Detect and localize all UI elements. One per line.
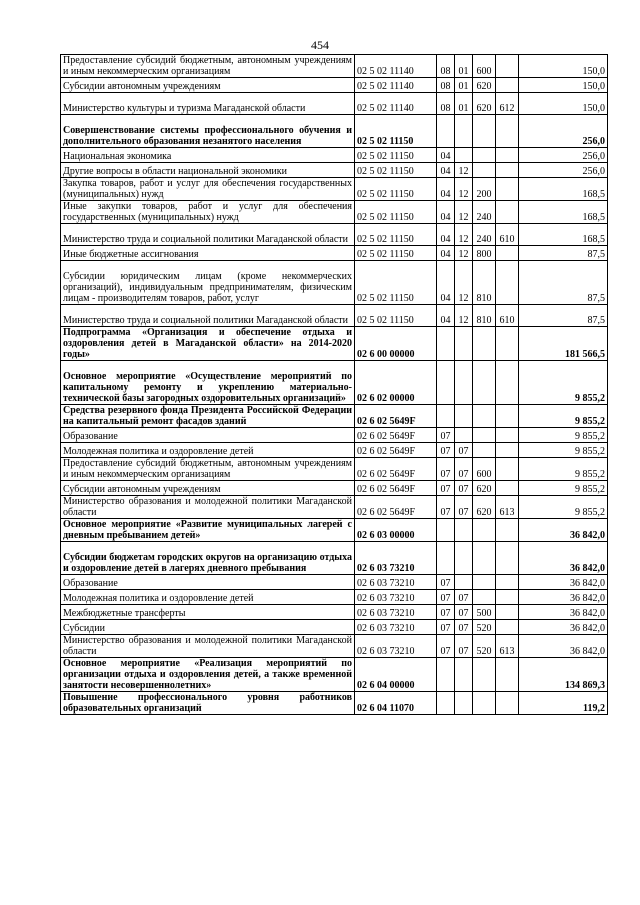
row-amount: 168,5 xyxy=(519,224,608,246)
row-admin-code xyxy=(496,55,519,78)
row-admin-code: 612 xyxy=(496,93,519,115)
row-amount: 9 855,2 xyxy=(519,443,608,458)
row-section xyxy=(437,115,455,148)
row-target-code: 02 5 02 11150 xyxy=(355,201,437,224)
row-admin-code xyxy=(496,590,519,605)
table-row xyxy=(61,327,608,361)
row-section: 07 xyxy=(437,575,455,590)
row-name: Образование xyxy=(61,428,355,443)
row-admin-code xyxy=(496,201,519,224)
row-section: 07 xyxy=(437,635,455,658)
table-row xyxy=(61,246,608,261)
row-name: Министерство труда и социальной политики Магаданской области xyxy=(61,305,355,327)
row-name: Межбюджетные трансферты xyxy=(61,605,355,620)
page-number: 454 xyxy=(311,38,329,52)
row-target-code: 02 5 02 11150 xyxy=(355,163,437,178)
row-target-code: 02 6 02 5649F xyxy=(355,496,437,519)
row-target-code: 02 6 00 00000 xyxy=(355,327,437,361)
row-amount: 9 855,2 xyxy=(519,458,608,481)
table-row xyxy=(61,605,608,620)
row-section: 07 xyxy=(437,458,455,481)
table-row xyxy=(61,481,608,496)
row-admin-code xyxy=(496,163,519,178)
row-subsection: 12 xyxy=(455,163,473,178)
row-admin-code xyxy=(496,178,519,201)
row-amount: 36 842,0 xyxy=(519,635,608,658)
row-expense-type: 810 xyxy=(473,305,496,327)
row-subsection: 07 xyxy=(455,443,473,458)
row-target-code: 02 6 04 00000 xyxy=(355,658,437,692)
table-row xyxy=(61,115,608,148)
row-target-code: 02 6 02 00000 xyxy=(355,361,437,405)
row-subsection: 07 xyxy=(455,605,473,620)
row-expense-type: 620 xyxy=(473,78,496,93)
row-amount: 134 869,3 xyxy=(519,658,608,692)
row-target-code: 02 6 03 73210 xyxy=(355,605,437,620)
row-amount: 181 566,5 xyxy=(519,327,608,361)
row-amount: 9 855,2 xyxy=(519,428,608,443)
row-target-code: 02 5 02 11140 xyxy=(355,93,437,115)
row-target-code: 02 6 03 73210 xyxy=(355,542,437,575)
row-subsection: 12 xyxy=(455,261,473,305)
row-expense-type: 620 xyxy=(473,93,496,115)
row-expense-type xyxy=(473,405,496,428)
row-target-code: 02 5 02 11150 xyxy=(355,148,437,163)
row-target-code: 02 5 02 11150 xyxy=(355,246,437,261)
row-admin-code xyxy=(496,148,519,163)
row-admin-code xyxy=(496,620,519,635)
row-subsection: 07 xyxy=(455,590,473,605)
row-expense-type: 810 xyxy=(473,261,496,305)
table-row xyxy=(61,428,608,443)
row-section: 07 xyxy=(437,481,455,496)
row-subsection xyxy=(455,575,473,590)
row-target-code: 02 5 02 11150 xyxy=(355,224,437,246)
row-admin-code: 613 xyxy=(496,496,519,519)
row-name: Министерство образования и молодежной политики Магаданской области xyxy=(61,635,355,658)
row-expense-type: 620 xyxy=(473,481,496,496)
row-amount: 150,0 xyxy=(519,93,608,115)
row-expense-type xyxy=(473,428,496,443)
row-section xyxy=(437,361,455,405)
row-expense-type: 520 xyxy=(473,620,496,635)
row-name: Иные закупки товаров, работ и услуг для обеспечения государственных (муниципальных) нужд xyxy=(61,201,355,224)
row-name: Молодежная политика и оздоровление детей xyxy=(61,443,355,458)
row-expense-type xyxy=(473,519,496,542)
row-expense-type: 800 xyxy=(473,246,496,261)
table-row xyxy=(61,575,608,590)
table-row xyxy=(61,55,608,78)
row-section: 07 xyxy=(437,496,455,519)
row-subsection: 07 xyxy=(455,458,473,481)
table-row xyxy=(61,224,608,246)
row-subsection: 01 xyxy=(455,78,473,93)
row-admin-code xyxy=(496,405,519,428)
row-section: 07 xyxy=(437,428,455,443)
row-subsection xyxy=(455,658,473,692)
row-name: Субсидии xyxy=(61,620,355,635)
table-row xyxy=(61,201,608,224)
row-expense-type: 600 xyxy=(473,55,496,78)
row-amount: 36 842,0 xyxy=(519,620,608,635)
row-subsection: 07 xyxy=(455,620,473,635)
table-row xyxy=(61,261,608,305)
row-expense-type xyxy=(473,361,496,405)
row-target-code: 02 6 03 73210 xyxy=(355,635,437,658)
row-amount: 168,5 xyxy=(519,178,608,201)
row-expense-type xyxy=(473,658,496,692)
row-admin-code xyxy=(496,327,519,361)
row-section: 04 xyxy=(437,148,455,163)
row-target-code: 02 6 02 5649F xyxy=(355,428,437,443)
row-subsection: 12 xyxy=(455,178,473,201)
table-row xyxy=(61,542,608,575)
row-section xyxy=(437,542,455,575)
row-name: Подпрограмма «Организация и обеспечение отдыха и оздоровления детей в Магаданской области» на 2014-2020 годы» xyxy=(61,327,355,361)
row-name: Основное мероприятие «Осуществление мероприятий по капитальному ремонту и укреплению материально-технической базы загородных оздоровительных организаций» xyxy=(61,361,355,405)
row-section xyxy=(437,658,455,692)
row-section: 04 xyxy=(437,163,455,178)
row-expense-type xyxy=(473,148,496,163)
row-expense-type xyxy=(473,443,496,458)
row-name: Субсидии бюджетам городских округов на организацию отдыха и оздоровление детей в лагерях дневного пребывания xyxy=(61,542,355,575)
row-amount: 150,0 xyxy=(519,55,608,78)
row-admin-code xyxy=(496,261,519,305)
table-row xyxy=(61,519,608,542)
row-subsection xyxy=(455,327,473,361)
row-target-code: 02 6 03 73210 xyxy=(355,590,437,605)
table-row xyxy=(61,361,608,405)
row-target-code: 02 5 02 11150 xyxy=(355,178,437,201)
row-admin-code xyxy=(496,246,519,261)
row-admin-code xyxy=(496,443,519,458)
row-amount: 36 842,0 xyxy=(519,590,608,605)
row-name: Национальная экономика xyxy=(61,148,355,163)
row-subsection: 12 xyxy=(455,201,473,224)
row-admin-code xyxy=(496,575,519,590)
row-name: Средства резервного фонда Президента Российской Федерации на капитальный ремонт фасадов зданий xyxy=(61,405,355,428)
row-subsection xyxy=(455,148,473,163)
row-amount: 119,2 xyxy=(519,692,608,715)
row-target-code: 02 6 03 73210 xyxy=(355,575,437,590)
row-section: 07 xyxy=(437,605,455,620)
row-target-code: 02 5 02 11140 xyxy=(355,78,437,93)
row-amount: 9 855,2 xyxy=(519,361,608,405)
row-name: Субсидии автономным учреждениям xyxy=(61,481,355,496)
row-subsection: 07 xyxy=(455,481,473,496)
row-target-code: 02 5 02 11140 xyxy=(355,55,437,78)
table-row xyxy=(61,163,608,178)
row-subsection xyxy=(455,519,473,542)
row-name: Закупка товаров, работ и услуг для обеспечения государственных (муниципальных) нужд xyxy=(61,178,355,201)
row-target-code: 02 6 02 5649F xyxy=(355,481,437,496)
row-subsection xyxy=(455,542,473,575)
row-target-code: 02 6 02 5649F xyxy=(355,443,437,458)
row-name: Субсидии автономным учреждениям xyxy=(61,78,355,93)
row-expense-type: 520 xyxy=(473,635,496,658)
row-target-code: 02 6 03 73210 xyxy=(355,620,437,635)
row-expense-type: 500 xyxy=(473,605,496,620)
table-row xyxy=(61,443,608,458)
row-admin-code xyxy=(496,458,519,481)
row-name: Совершенствование системы профессионального обучения и дополнительного образования незанятого населения xyxy=(61,115,355,148)
row-admin-code xyxy=(496,361,519,405)
row-section xyxy=(437,327,455,361)
row-subsection xyxy=(455,428,473,443)
row-amount: 168,5 xyxy=(519,201,608,224)
row-subsection: 01 xyxy=(455,93,473,115)
row-target-code: 02 5 02 11150 xyxy=(355,305,437,327)
row-amount: 87,5 xyxy=(519,305,608,327)
row-section: 07 xyxy=(437,620,455,635)
row-admin-code xyxy=(496,692,519,715)
row-admin-code xyxy=(496,115,519,148)
row-admin-code xyxy=(496,481,519,496)
row-target-code: 02 6 02 5649F xyxy=(355,458,437,481)
row-admin-code xyxy=(496,428,519,443)
row-expense-type xyxy=(473,163,496,178)
row-section: 07 xyxy=(437,590,455,605)
row-section: 04 xyxy=(437,201,455,224)
row-subsection: 12 xyxy=(455,246,473,261)
row-name: Субсидии юридическим лицам (кроме некоммерческих организаций), индивидуальным предпринимателям, физическим лицам - производителям товаров, работ, услуг xyxy=(61,261,355,305)
row-amount: 87,5 xyxy=(519,246,608,261)
row-expense-type xyxy=(473,327,496,361)
row-subsection: 07 xyxy=(455,635,473,658)
row-name: Министерство образования и молодежной политики Магаданской области xyxy=(61,496,355,519)
row-name: Министерство труда и социальной политики Магаданской области xyxy=(61,224,355,246)
row-section xyxy=(437,519,455,542)
row-expense-type: 240 xyxy=(473,224,496,246)
row-admin-code xyxy=(496,78,519,93)
row-name: Предоставление субсидий бюджетным, автономным учреждениям и иным некоммерческим организациям xyxy=(61,458,355,481)
row-amount: 36 842,0 xyxy=(519,519,608,542)
row-amount: 256,0 xyxy=(519,163,608,178)
table-row xyxy=(61,305,608,327)
row-subsection: 12 xyxy=(455,305,473,327)
table-row xyxy=(61,458,608,481)
row-subsection: 07 xyxy=(455,496,473,519)
row-section: 08 xyxy=(437,55,455,78)
row-subsection xyxy=(455,115,473,148)
row-amount: 9 855,2 xyxy=(519,405,608,428)
row-amount: 36 842,0 xyxy=(519,542,608,575)
table-row xyxy=(61,93,608,115)
row-amount: 150,0 xyxy=(519,78,608,93)
table-row xyxy=(61,590,608,605)
row-amount: 9 855,2 xyxy=(519,496,608,519)
row-expense-type: 240 xyxy=(473,201,496,224)
row-amount: 36 842,0 xyxy=(519,605,608,620)
row-section: 04 xyxy=(437,178,455,201)
row-name: Повышение профессионального уровня работников образовательных организаций xyxy=(61,692,355,715)
row-section: 04 xyxy=(437,246,455,261)
table-row xyxy=(61,658,608,692)
row-expense-type xyxy=(473,542,496,575)
row-admin-code xyxy=(496,519,519,542)
row-section: 04 xyxy=(437,305,455,327)
table-row xyxy=(61,178,608,201)
table-row xyxy=(61,620,608,635)
row-amount: 87,5 xyxy=(519,261,608,305)
row-name: Основное мероприятие «Реализация мероприятий по организации отдыха и оздоровления детей, а также временной занятости несовершеннолетних» xyxy=(61,658,355,692)
row-admin-code: 610 xyxy=(496,224,519,246)
row-amount: 256,0 xyxy=(519,148,608,163)
row-subsection xyxy=(455,405,473,428)
budget-table xyxy=(60,54,608,715)
row-expense-type xyxy=(473,115,496,148)
row-name: Иные бюджетные ассигнования xyxy=(61,246,355,261)
row-subsection: 12 xyxy=(455,224,473,246)
row-target-code: 02 6 04 11070 xyxy=(355,692,437,715)
row-subsection: 01 xyxy=(455,55,473,78)
row-expense-type xyxy=(473,575,496,590)
table-row xyxy=(61,635,608,658)
table-row xyxy=(61,692,608,715)
row-admin-code: 613 xyxy=(496,635,519,658)
row-target-code: 02 6 02 5649F xyxy=(355,405,437,428)
row-section: 04 xyxy=(437,224,455,246)
row-admin-code xyxy=(496,605,519,620)
row-name: Другие вопросы в области национальной экономики xyxy=(61,163,355,178)
row-expense-type: 200 xyxy=(473,178,496,201)
table-row xyxy=(61,78,608,93)
row-admin-code xyxy=(496,542,519,575)
row-admin-code: 610 xyxy=(496,305,519,327)
table-row xyxy=(61,148,608,163)
row-section: 07 xyxy=(437,443,455,458)
row-target-code: 02 6 03 00000 xyxy=(355,519,437,542)
row-amount: 36 842,0 xyxy=(519,575,608,590)
row-name: Молодежная политика и оздоровление детей xyxy=(61,590,355,605)
row-expense-type: 620 xyxy=(473,496,496,519)
row-admin-code xyxy=(496,658,519,692)
row-subsection xyxy=(455,361,473,405)
budget-table-body xyxy=(61,55,608,715)
row-expense-type xyxy=(473,692,496,715)
row-name: Основное мероприятие «Развитие муниципальных лагерей с дневным пребыванием детей» xyxy=(61,519,355,542)
row-name: Образование xyxy=(61,575,355,590)
row-expense-type xyxy=(473,590,496,605)
table-row xyxy=(61,405,608,428)
row-amount: 256,0 xyxy=(519,115,608,148)
row-target-code: 02 5 02 11150 xyxy=(355,261,437,305)
row-target-code: 02 5 02 11150 xyxy=(355,115,437,148)
row-section: 08 xyxy=(437,93,455,115)
row-section: 04 xyxy=(437,261,455,305)
row-section xyxy=(437,405,455,428)
row-name: Министерство культуры и туризма Магаданской области xyxy=(61,93,355,115)
row-expense-type: 600 xyxy=(473,458,496,481)
row-section xyxy=(437,692,455,715)
row-amount: 9 855,2 xyxy=(519,481,608,496)
table-row xyxy=(61,496,608,519)
row-section: 08 xyxy=(437,78,455,93)
row-name: Предоставление субсидий бюджетным, автономным учреждениям и иным некоммерческим организациям xyxy=(61,55,355,78)
row-subsection xyxy=(455,692,473,715)
